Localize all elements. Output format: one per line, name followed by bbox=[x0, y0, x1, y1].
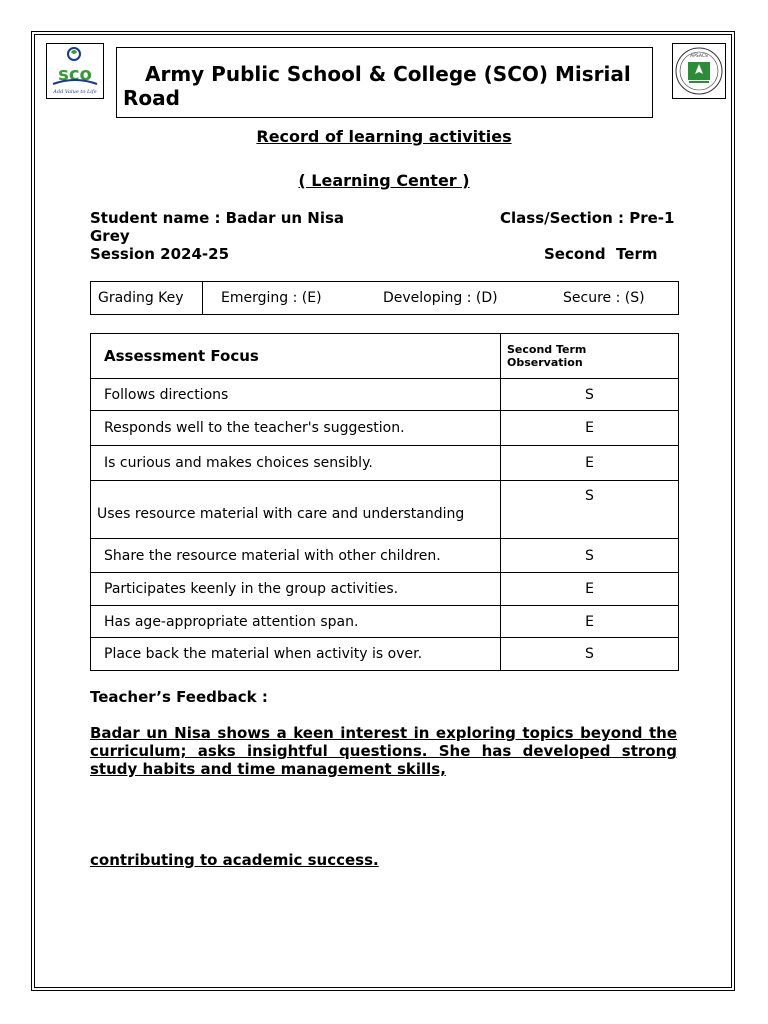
observation-cell: S bbox=[501, 638, 679, 671]
header-assessment-focus: Assessment Focus bbox=[91, 334, 501, 379]
table-row bbox=[91, 573, 679, 606]
header-obs-line1: Second Term bbox=[507, 343, 587, 356]
logo-tagline: Add Value to Life bbox=[53, 89, 97, 95]
record-heading: Record of learning activities bbox=[256, 127, 512, 146]
focus-cell: Participates keenly in the group activities. bbox=[91, 573, 501, 606]
table-row bbox=[91, 606, 679, 638]
focus-cell: Is curious and makes choices sensibly. bbox=[91, 446, 501, 481]
observation-cell: S bbox=[501, 481, 679, 539]
grading-emerging: Emerging : (E) bbox=[221, 290, 322, 306]
observation-cell: E bbox=[501, 446, 679, 481]
grading-key-label: Grading Key bbox=[98, 290, 184, 306]
school-name-line1: Army Public School & College (SCO) Misrial bbox=[145, 62, 631, 86]
grading-developing: Developing : (D) bbox=[383, 290, 498, 306]
grading-key bbox=[90, 281, 679, 315]
observation-cell: E bbox=[501, 573, 679, 606]
feedback-text: Badar un Nisa shows a keen interest in exploring topics beyond the curriculum; asks insightful questions. She has developed strong study habits and time management skills, bbox=[90, 724, 677, 778]
header-observation bbox=[501, 334, 679, 379]
feedback-label: Teacher’s Feedback : bbox=[90, 688, 268, 706]
observation-cell: S bbox=[501, 379, 679, 411]
apsacs-logo-text: APSACS bbox=[690, 54, 708, 59]
focus-cell: Responds well to the teacher's suggestion. bbox=[91, 411, 501, 446]
focus-cell: Has age-appropriate attention span. bbox=[91, 606, 501, 638]
learning-center-heading: ( Learning Center ) bbox=[298, 171, 470, 190]
focus-cell: Share the resource material with other children. bbox=[91, 539, 501, 573]
school-name-line2: Road bbox=[123, 86, 180, 110]
apsacs-logo bbox=[672, 43, 726, 99]
school-title bbox=[116, 47, 653, 118]
term: Second Term bbox=[544, 245, 658, 263]
table-header-row bbox=[91, 334, 679, 379]
table-row bbox=[91, 379, 679, 411]
observation-cell: E bbox=[501, 411, 679, 446]
assessment-table bbox=[90, 333, 679, 671]
grading-divider bbox=[202, 282, 203, 314]
class-section: Class/Section : Pre-1 bbox=[500, 209, 675, 227]
focus-cell: Follows directions bbox=[91, 379, 501, 411]
table-row bbox=[91, 411, 679, 446]
student-name-continued: Grey bbox=[90, 227, 130, 245]
table-row bbox=[91, 539, 679, 573]
svg-text:sco: sco bbox=[58, 64, 92, 85]
session: Session 2024-25 bbox=[90, 245, 230, 263]
sco-logo bbox=[46, 43, 104, 99]
feedback-text-continued: contributing to academic success. bbox=[90, 851, 379, 869]
focus-cell: Uses resource material with care and understanding bbox=[91, 481, 501, 539]
grading-secure: Secure : (S) bbox=[563, 290, 645, 306]
student-name: Student name : Badar un Nisa bbox=[90, 209, 345, 227]
table-row bbox=[91, 446, 679, 481]
header-obs-line2: Observation bbox=[507, 356, 583, 369]
focus-cell: Place back the material when activity is over. bbox=[91, 638, 501, 671]
table-row bbox=[91, 638, 679, 671]
table-row bbox=[91, 481, 679, 539]
observation-cell: E bbox=[501, 606, 679, 638]
observation-cell: S bbox=[501, 539, 679, 573]
